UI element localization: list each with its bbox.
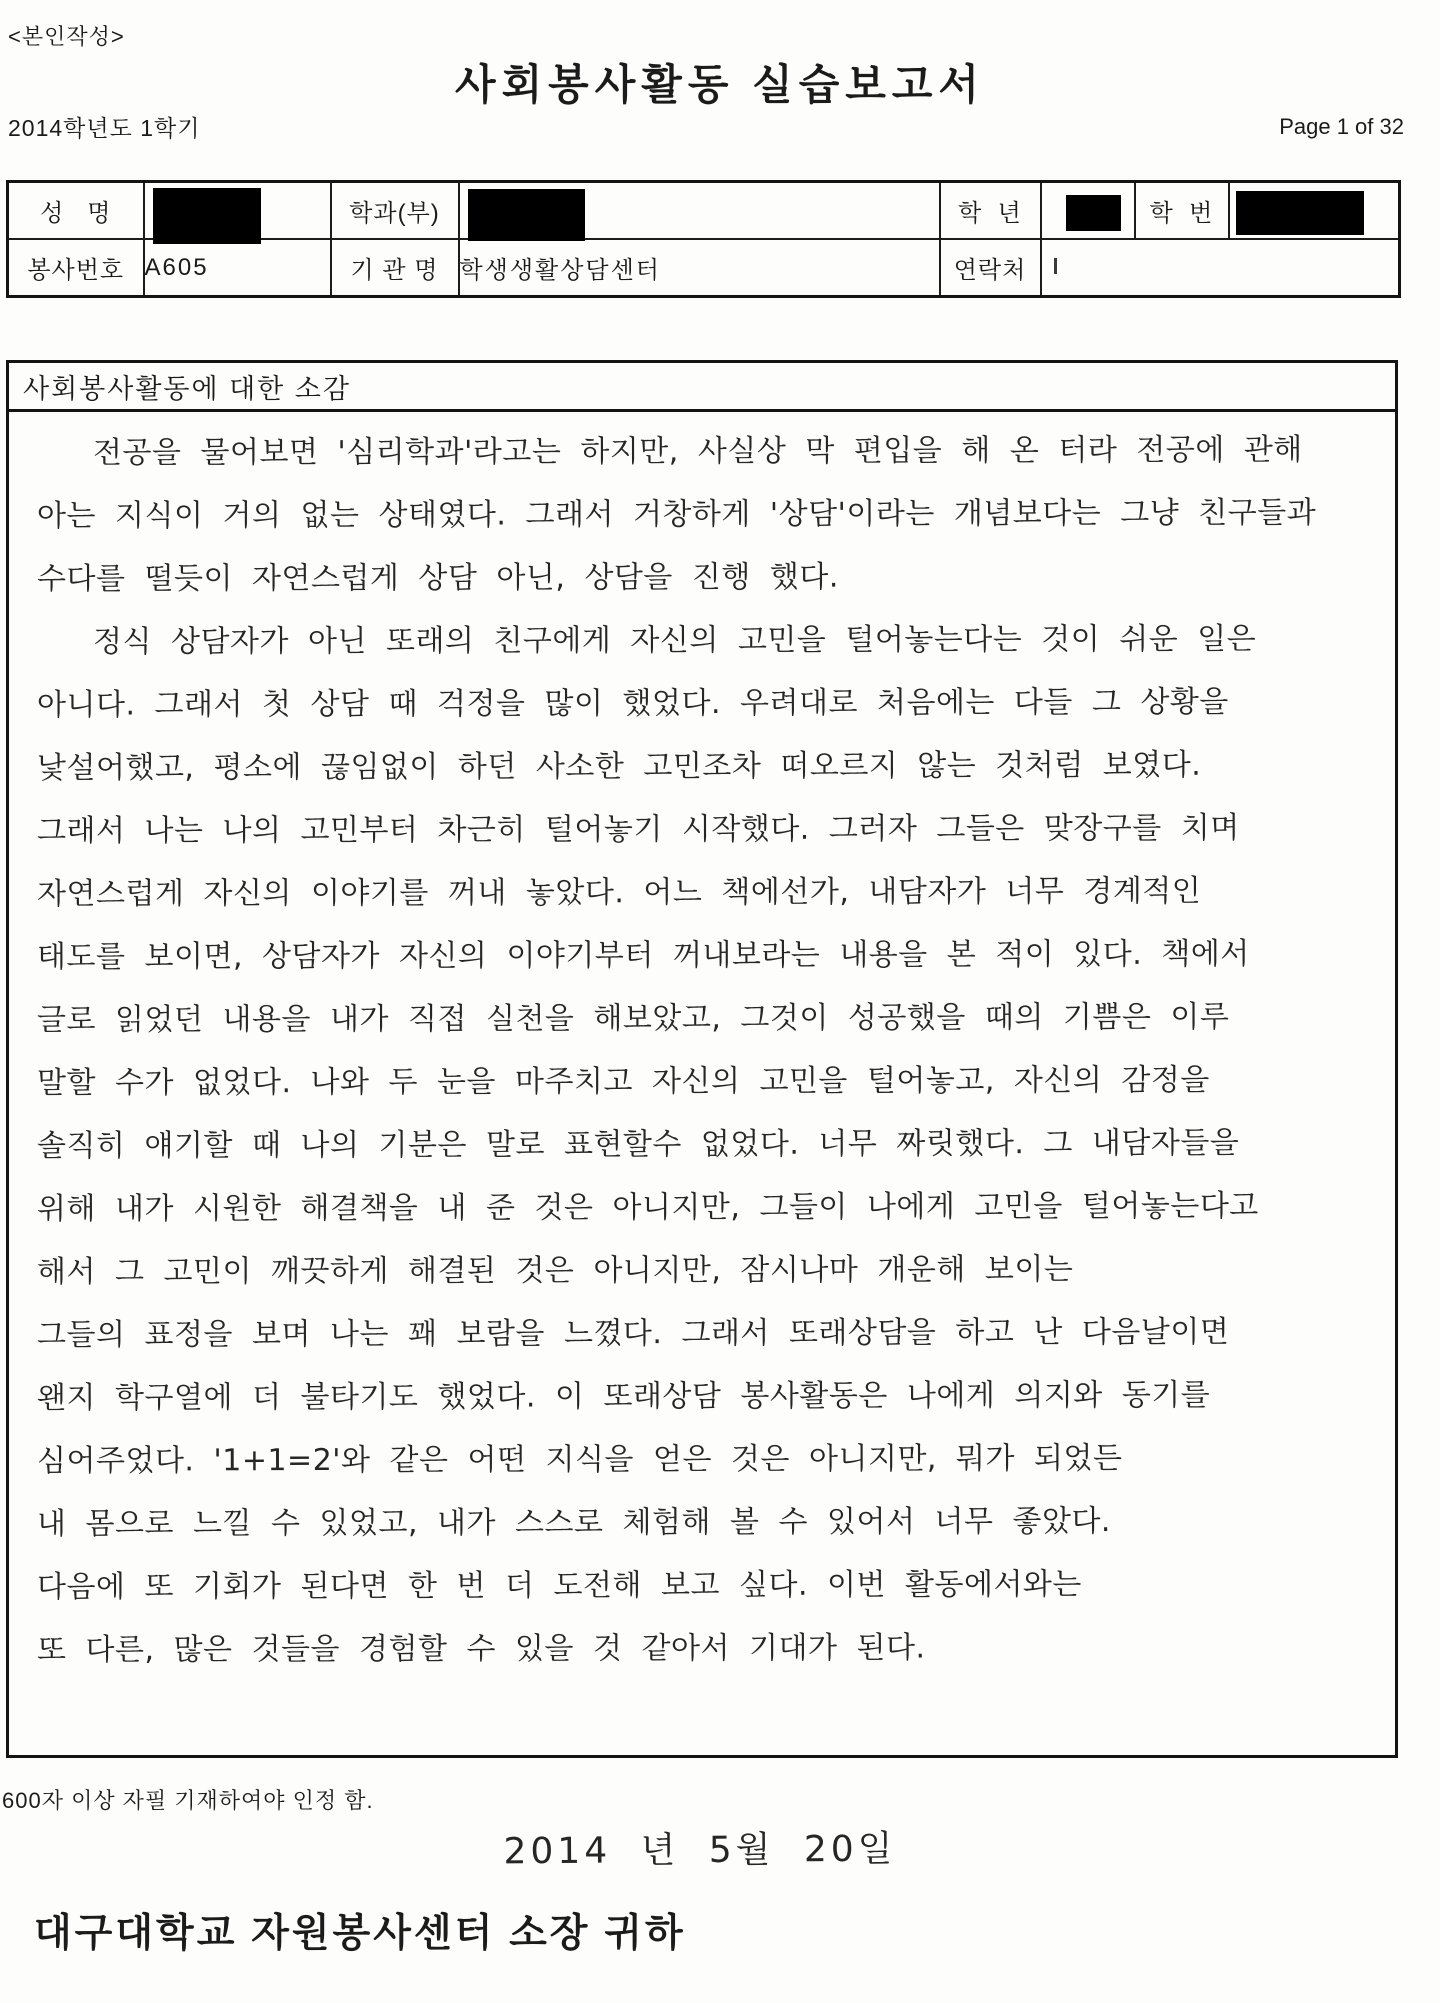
section-title: 사회봉사활동에 대한 소감 xyxy=(9,363,1395,412)
page-title: 사회봉사활동 실습보고서 xyxy=(455,61,985,108)
essay-line: 낯설어했고, 평소에 끊임없이 하던 사소한 고민조차 떠오르지 않는 것처럼 보였다. xyxy=(36,747,1202,786)
student-number-redaction xyxy=(1236,191,1364,235)
essay-line: 전공을 물어보면 '심리학과'라고는 하지만, 사실상 막 편입을 해 온 터라 전공에 관해 xyxy=(92,432,1303,471)
essay-line: 심어주었다. '1+1=2'와 같은 어떤 지식을 얻은 것은 아니지만, 뭐가 되었든 xyxy=(36,1440,1123,1479)
handwritten-essay xyxy=(9,412,1395,1680)
impressions-box xyxy=(6,360,1398,1758)
contact-label: 연락처 xyxy=(940,239,1041,297)
name-label: 성 명 xyxy=(8,182,144,240)
self-written-annotation: <본인작성> xyxy=(8,24,125,49)
name-redaction xyxy=(153,188,261,244)
grade-label: 학 년 xyxy=(940,182,1041,240)
department-label: 학과(부) xyxy=(331,182,459,240)
addressee-line: 대구대학교 자원봉사센터 소장 귀하 xyxy=(34,1912,686,1955)
student-number-value xyxy=(1229,182,1400,240)
institution-value: 학생생활상담센터 xyxy=(459,239,940,297)
essay-line: 아는 지식이 거의 없는 상태였다. 그래서 거창하게 '상담'이라는 개념보다는 그냥 친구들과 xyxy=(36,495,1317,534)
institution-label: 기 관 명 xyxy=(331,239,459,297)
service-number-label: 봉사번호 xyxy=(8,239,144,297)
essay-line: 다음에 또 기회가 된다면 한 번 더 도전해 보고 싶다. 이번 활동에서와는 xyxy=(36,1567,1082,1605)
name-value xyxy=(144,182,331,240)
service-number-value: A605 xyxy=(144,239,331,297)
student-info-table xyxy=(6,180,1401,298)
essay-line: 말할 수가 없었다. 나와 두 눈을 마주치고 자신의 고민을 털어놓고, 자신의 감정을 xyxy=(36,1062,1210,1101)
minimum-length-note: 600자 이상 자필 기재하여야 인정 함. xyxy=(2,1788,374,1813)
page-indicator: Page 1 of 32 xyxy=(1279,114,1404,139)
table-row xyxy=(8,239,1400,297)
essay-line: 자연스럽게 자신의 이야기를 꺼내 놓았다. 어느 책에선가, 내담자가 너무 경계적인 xyxy=(36,873,1202,912)
essay-line: 그래서 나는 나의 고민부터 차근히 털어놓기 시작했다. 그러자 그들은 맞장구를 치며 xyxy=(36,810,1240,849)
essay-line: 태도를 보이면, 상담자가 자신의 이야기부터 꺼내보라는 내용을 본 적이 있다. 책에서 xyxy=(36,936,1250,975)
essay-line: 수다를 떨듯이 자연스럽게 상담 아닌, 상담을 진행 했다. xyxy=(36,559,839,597)
essay-line: 해서 그 고민이 깨끗하게 해결된 것은 아니지만, 잠시나마 개운해 보이는 xyxy=(36,1252,1074,1290)
department-redaction xyxy=(468,189,585,241)
handwritten-date: 2014 년 5월 20일 xyxy=(503,1828,897,1873)
semester-label: 2014학년도 1학기 xyxy=(8,115,201,141)
essay-line: 내 몸으로 느낄 수 있었고, 내가 스스로 체험해 볼 수 있어서 너무 좋았다. xyxy=(36,1503,1111,1542)
essay-line: 왠지 학구열에 더 불타기도 했었다. 이 또래상담 봉사활동은 나에게 의지와 동기를 xyxy=(36,1377,1211,1416)
table-row xyxy=(8,182,1400,240)
student-number-label: 학 번 xyxy=(1135,182,1229,240)
essay-line: 글로 읽었던 내용을 내가 직접 실천을 해보았고, 그것이 성공했을 때의 기쁨은 이루 xyxy=(36,999,1230,1038)
essay-line: 정식 상담자가 아닌 또래의 친구에게 자신의 고민을 털어놓는다는 것이 쉬운 일은 xyxy=(92,621,1257,660)
contact-value xyxy=(1041,239,1400,297)
essay-line: 위해 내가 시원한 해결책을 내 준 것은 아니지만, 그들이 나에게 고민을 털어놓는다고 xyxy=(36,1188,1259,1227)
essay-line: 아니다. 그래서 첫 상담 때 걱정을 많이 했었다. 우려대로 처음에는 다들 그 상황을 xyxy=(36,684,1229,723)
stray-pen-mark xyxy=(1054,258,1057,274)
department-value xyxy=(459,182,940,240)
essay-line: 그들의 표정을 보며 나는 꽤 보람을 느꼈다. 그래서 또래상담을 하고 난 다음날이면 xyxy=(36,1314,1230,1353)
grade-redaction xyxy=(1066,195,1121,231)
essay-line: 솔직히 얘기할 때 나의 기분은 말로 표현할수 없었다. 너무 짜릿했다. 그 내담자들을 xyxy=(36,1125,1240,1164)
essay-line: 또 다른, 많은 것들을 경험할 수 있을 것 같아서 기대가 된다. xyxy=(36,1630,926,1668)
grade-value xyxy=(1041,182,1135,240)
